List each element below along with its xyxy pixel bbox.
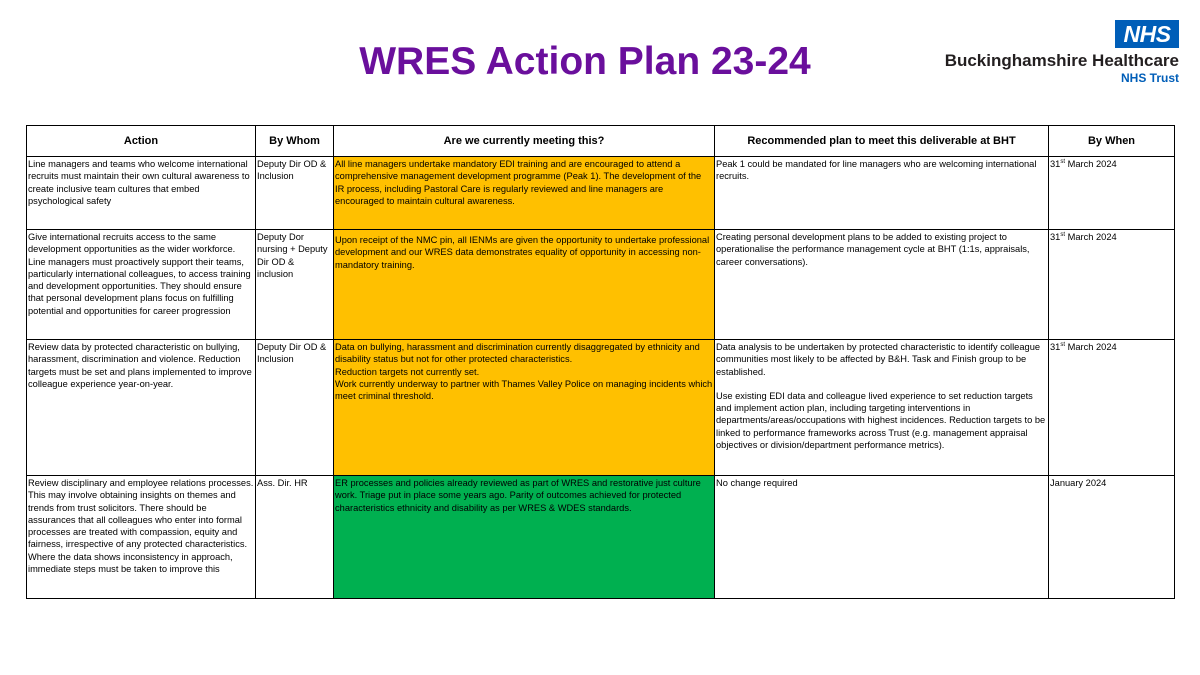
when-suffix: st xyxy=(1060,158,1066,165)
by-whom-cell: Deputy Dir OD & Inclusion xyxy=(256,157,334,230)
plan-paragraph: Use existing EDI data and colleague lived experience to set reduction targets and implement action plan, including targeting interventions in departments/areas/occupations with highest incidences. Reduction targets to be linked to performance frameworks across Trust (e.g. management appraisal objectives or division/department performance metrics). xyxy=(716,390,1046,451)
header-action: Action xyxy=(27,126,256,157)
meeting-line: Reduction targets not currently set. xyxy=(335,366,480,377)
by-when-cell xyxy=(1049,230,1175,340)
table-header-row xyxy=(27,126,1175,157)
nhs-badge: NHS xyxy=(1115,20,1179,48)
meeting-paragraph: Upon receipt of the NMC pin, all IENMs are given the opportunity to undertake professional development and our WRES data demonstrates equality of opportunity in accessing non-mandatory training. xyxy=(335,235,710,270)
organisation-suffix: NHS Trust xyxy=(1120,71,1179,85)
by-whom-cell: Deputy Dir OD & Inclusion xyxy=(256,340,334,476)
header-by-whom: By Whom xyxy=(256,126,334,157)
action-cell: Line managers and teams who welcome international recruits must maintain their own cultural awareness to create inclusive team cultures that embed psychological safety xyxy=(27,157,256,230)
when-day: 31 xyxy=(1050,232,1061,242)
plan-cell xyxy=(715,340,1049,476)
meeting-line: Data on bullying, harassment and discrimination currently disaggregated by ethnicity and disability status but not for other protected characteristics. xyxy=(335,342,700,365)
meeting-status-cell xyxy=(334,340,715,476)
meeting-status-cell: ER processes and policies already reviewed as part of WRES and restorative just culture work. Triage put in place some years ago. Parity of outcomes achieved for protected characteristics ethnicity and disability as per WRES & WDES standards. xyxy=(334,476,715,599)
header-plan: Recommended plan to meet this deliverable at BHT xyxy=(715,126,1049,157)
plan-cell xyxy=(715,476,1049,599)
when-month: March 2024 xyxy=(1065,232,1117,242)
table-row xyxy=(27,476,1175,599)
action-plan-table xyxy=(26,125,1175,599)
by-whom-cell: Deputy Dor nursing + Deputy Dir OD & inclusion xyxy=(256,230,334,340)
plan-paragraph: Creating personal development plans to be added to existing project to operationalise the performance management cycle at BHT (1:1s, appraisals, career conversations). xyxy=(716,232,1030,267)
action-cell: Review disciplinary and employee relations processes. This may involve obtaining insights on themes and trends from trust solicitors. There should be assurances that all colleagues who enter into formal processes are treated with compassion, equity and fairness, irrespective of any protected characteristics. Where the data shows inconsistency in approach, immediate steps must be taken to improve this xyxy=(27,476,256,599)
page-title: WRES Action Plan 23-24 xyxy=(359,40,811,83)
when-suffix: st xyxy=(1060,231,1066,238)
when-month: March 2024 xyxy=(1065,342,1117,352)
paragraph-gap xyxy=(716,378,1047,390)
table-row xyxy=(27,157,1175,230)
organisation-name: Buckinghamshire Healthcare xyxy=(944,51,1179,70)
plan-paragraph: No change required xyxy=(716,478,798,488)
by-when-cell xyxy=(1049,340,1175,476)
when-day: 31 xyxy=(1050,342,1061,352)
action-cell: Give international recruits access to the same development opportunities as the wider workforce. Line managers must proactively support their teams, particularly international colleagues, to access training and development opportunities. They should ensure that personal development plans focus on fulfilling potential and opportunities for career progression xyxy=(27,230,256,340)
by-whom-cell: Ass. Dir. HR xyxy=(256,476,334,599)
plan-paragraph: Peak 1 could be mandated for line managers who are welcoming international recruits. xyxy=(716,159,1037,182)
header-meeting: Are we currently meeting this? xyxy=(334,126,715,157)
plan-cell xyxy=(715,157,1049,230)
meeting-status-cell: All line managers undertake mandatory EDI training and are encouraged to attend a comprehensive management development programme (Peak 1). The development of the IR process, including Pastoral Care is regularly reviewed and line managers are encouraged to maintain cultural awareness. xyxy=(334,157,715,230)
nhs-trust-logo xyxy=(922,20,1182,90)
by-when-cell: January 2024 xyxy=(1049,476,1175,599)
table-row xyxy=(27,340,1175,476)
when-suffix: st xyxy=(1060,341,1066,348)
meeting-line: Work currently underway to partner with Thames Valley Police on managing incidents which meet criminal threshold. xyxy=(335,378,713,402)
meeting-status-cell xyxy=(334,230,715,340)
action-cell: Review data by protected characteristic on bullying, harassment, discrimination and violence. Reduction targets must be set and plans implemented to improve colleague experience year-on-year. xyxy=(27,340,256,476)
header-by-when: By When xyxy=(1049,126,1175,157)
plan-paragraph: Data analysis to be undertaken by protected characteristic to identify colleague communities most likely to be affected by B&H. Task and Finish group to be established. xyxy=(716,342,1041,377)
by-when-cell xyxy=(1049,157,1175,230)
when-month: March 2024 xyxy=(1065,159,1117,169)
plan-cell xyxy=(715,230,1049,340)
when-day: 31 xyxy=(1050,159,1061,169)
table-row xyxy=(27,230,1175,340)
